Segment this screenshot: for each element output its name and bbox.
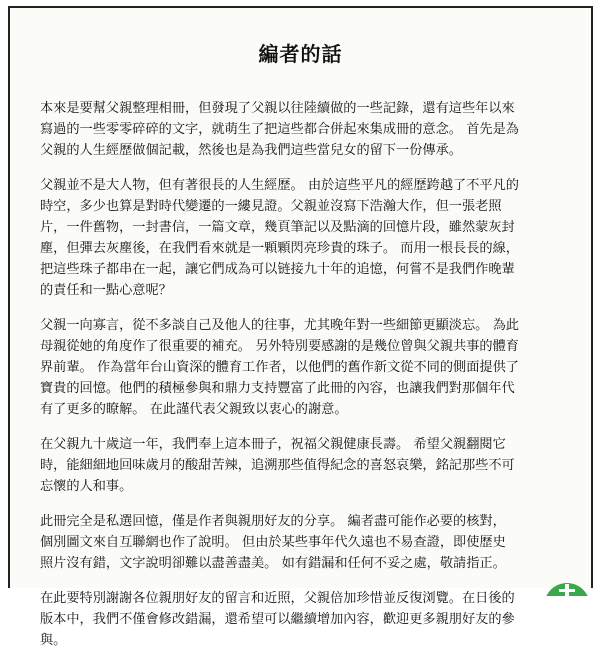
text-line: 塵，但彈去灰塵後，在我們看來就是一顆顆閃亮珍貴的珠子。 而用一根長長的線， (40, 241, 519, 256)
text-line: 有了更多的瞭解。 在此謹代表父親致以衷心的謝意。 (40, 402, 348, 417)
text-line: 片，一件舊物，一封書信，一篇文章，幾頁筆記以及點滴的回憶片段，雖然蒙灰封 (40, 220, 515, 235)
text-line: 個別圖文來自互聯網也作了說明。 但由於某些事年代久遠也不易查證，即使歷史 (40, 535, 506, 550)
paragraph-2 (40, 175, 570, 301)
text-line: 寶貴的回憶。他們的積極參與和鼎力支持豐富了此冊的內容，也讓我們對那個年代 (40, 381, 515, 396)
text-line: 父親並不是大人物，但有著很長的人生經歷。 由於這些平凡的經歷跨越了不平凡的 (40, 178, 519, 193)
text-line: 寫過的一些零零碎碎的文字，就萌生了把這些都合併起來集成冊的意念。 首先是為 (40, 122, 519, 137)
document-body (40, 98, 570, 665)
paragraph-4 (40, 434, 570, 497)
paragraph-3 (40, 315, 570, 420)
text-line: 與。 (40, 633, 67, 648)
paragraph-5 (40, 511, 570, 574)
text-line: 父親的人生經歷做個記載，然後也是為我們這些當兒女的留下一份傳承。 (40, 143, 462, 158)
text-line: 在父親九十歲這一年，我們奉上這本冊子，祝福父親健康長壽。 希望父親翻閱它 (40, 437, 506, 452)
text-line: 父親一向寡言，從不多談自己及他人的往事，尤其晚年對一些細節更顯淡忘。 為此 (40, 318, 519, 333)
text-line: 時空，多少也算是對時代變遷的一縷見證。父親並沒寫下浩瀚大作，但一張老照 (40, 199, 502, 214)
text-line: 本來是要幫父親整理相冊，但發現了父親以往陸續做的一些記錄，還有這些年以來 (40, 101, 515, 116)
text-line: 版本中，我們不僅會修改錯漏，還希望可以繼續增加內容，歡迎更多親朋好友的參 (40, 612, 515, 627)
text-line: 照片沒有錯，文字說明卻難以盡善盡美。 如有錯漏和任何不妥之處，敬請指正。 (40, 556, 506, 571)
text-line: 在此要特別謝謝各位親朋好友的留言和近照，父親倍加珍惜並反復浏覽。在日後的 (40, 591, 515, 606)
text-line: 把這些珠子都串在一起，讓它們成為可以链接九十年的追憶，何嘗不是我們作晚輩 (40, 262, 515, 277)
text-line: 界前輩。 作為當年台山資深的體育工作者，以他們的舊作新文從不同的側面提供了 (40, 360, 519, 375)
paragraph-6 (40, 588, 570, 651)
paragraph-1 (40, 98, 570, 161)
text-line: 忘懷的人和事。 (40, 479, 133, 494)
text-line: 此冊完全是私選回憶，僅是作者與親朋好友的分享。 編者盡可能作必要的核對， (40, 514, 506, 529)
page-title: 編者的話 (258, 42, 343, 66)
green-round-logo-icon (542, 580, 592, 596)
text-line: 時，能細細地回味歲月的酸甜苦辣，追溯那些值得紀念的喜怒哀樂，銘記那些不可 (40, 458, 515, 473)
text-line: 的責任和一點心意呢？ (40, 283, 172, 298)
document-page (8, 6, 593, 648)
text-line: 母親從她的角度作了很重要的補充。 另外特別要感謝的是幾位曾與父親共事的體育 (40, 339, 519, 354)
